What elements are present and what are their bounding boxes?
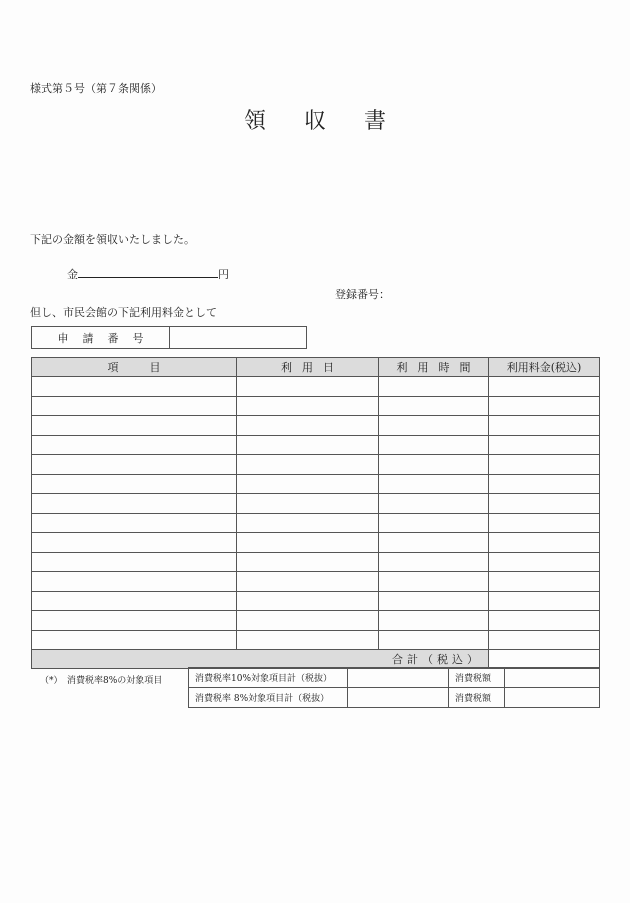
table-cell <box>32 455 237 475</box>
form-number: 様式第５号（第７条関係） <box>30 82 162 95</box>
table-cell <box>237 572 379 592</box>
table-cell <box>237 455 379 475</box>
table-row <box>32 435 600 455</box>
amount-line <box>67 266 229 282</box>
table-cell <box>237 630 379 650</box>
table-cell <box>379 630 489 650</box>
table-cell <box>237 435 379 455</box>
table-cell <box>489 474 600 494</box>
tax-8-label: 消費税率 8%対象項目計（税抜） <box>189 688 348 708</box>
table-cell <box>379 416 489 436</box>
application-number-table <box>31 326 307 349</box>
table-cell <box>489 552 600 572</box>
table-cell <box>379 513 489 533</box>
table-row <box>32 572 600 592</box>
table-cell <box>489 513 600 533</box>
table-cell <box>379 533 489 553</box>
table-cell <box>379 377 489 397</box>
table-cell <box>379 611 489 631</box>
table-cell <box>32 494 237 514</box>
table-row <box>32 474 600 494</box>
table-cell <box>32 435 237 455</box>
application-number-value <box>170 327 307 349</box>
tax-note: （*） 消費税率8%の対象項目 <box>40 676 163 686</box>
tax-10-label: 消費税率10%対象項目計（税抜） <box>189 668 348 688</box>
column-header-fee: 利用料金(税込) <box>489 358 600 377</box>
amount-suffix: 円 <box>218 268 229 281</box>
table-cell <box>237 416 379 436</box>
amount-blank <box>78 267 218 278</box>
table-cell <box>489 396 600 416</box>
purpose-text: 但し、市民会館の下記利用料金として <box>30 306 217 319</box>
table-cell <box>32 630 237 650</box>
tax-8-tax-label: 消費税額 <box>449 688 505 708</box>
table-row <box>32 552 600 572</box>
table-cell <box>489 435 600 455</box>
table-cell <box>32 533 237 553</box>
table-row <box>32 416 600 436</box>
table-cell <box>32 377 237 397</box>
tax-8-value <box>348 688 449 708</box>
column-header-date: 利用日 <box>237 358 379 377</box>
application-number-label: 申請番号 <box>32 327 170 349</box>
table-cell <box>379 396 489 416</box>
registration-number-label: 登録番号： <box>335 288 390 301</box>
table-cell <box>237 533 379 553</box>
table-row <box>32 513 600 533</box>
total-value <box>489 650 600 669</box>
table-cell <box>237 513 379 533</box>
tax-10-tax-label: 消費税額 <box>449 668 505 688</box>
table-cell <box>32 552 237 572</box>
table-row <box>32 533 600 553</box>
table-cell <box>237 591 379 611</box>
tax-8-tax-value <box>505 688 600 708</box>
table-row <box>32 396 600 416</box>
table-cell <box>379 435 489 455</box>
usage-table <box>31 357 600 669</box>
table-row <box>32 611 600 631</box>
table-row <box>32 591 600 611</box>
table-cell <box>237 474 379 494</box>
column-header-time: 利用時間 <box>379 358 489 377</box>
table-cell <box>32 474 237 494</box>
table-cell <box>489 455 600 475</box>
table-cell <box>379 572 489 592</box>
table-row <box>32 377 600 397</box>
table-cell <box>237 494 379 514</box>
table-cell <box>379 455 489 475</box>
intro-text: 下記の金額を領収いたしました。 <box>30 233 195 246</box>
table-cell <box>379 591 489 611</box>
table-cell <box>237 611 379 631</box>
table-cell <box>379 552 489 572</box>
table-cell <box>489 377 600 397</box>
table-row <box>32 494 600 514</box>
table-cell <box>489 494 600 514</box>
table-cell <box>32 416 237 436</box>
table-row <box>32 455 600 475</box>
table-cell <box>32 513 237 533</box>
tax-10-tax-value <box>505 668 600 688</box>
table-cell <box>237 552 379 572</box>
amount-prefix: 金 <box>67 268 78 281</box>
table-cell <box>32 611 237 631</box>
page-title: 領収書 <box>243 109 424 134</box>
table-cell <box>237 377 379 397</box>
table-cell <box>379 474 489 494</box>
table-cell <box>489 533 600 553</box>
table-cell <box>32 396 237 416</box>
table-row <box>32 630 600 650</box>
total-label: 合計（税込） <box>32 650 489 669</box>
table-cell <box>489 591 600 611</box>
table-cell <box>237 396 379 416</box>
column-header-item: 項 目 <box>32 358 237 377</box>
tax-10-value <box>348 668 449 688</box>
tax-summary-table <box>188 667 600 708</box>
table-cell <box>489 416 600 436</box>
table-cell <box>379 494 489 514</box>
table-cell <box>489 572 600 592</box>
table-cell <box>32 591 237 611</box>
table-cell <box>32 572 237 592</box>
table-cell <box>489 611 600 631</box>
table-cell <box>489 630 600 650</box>
